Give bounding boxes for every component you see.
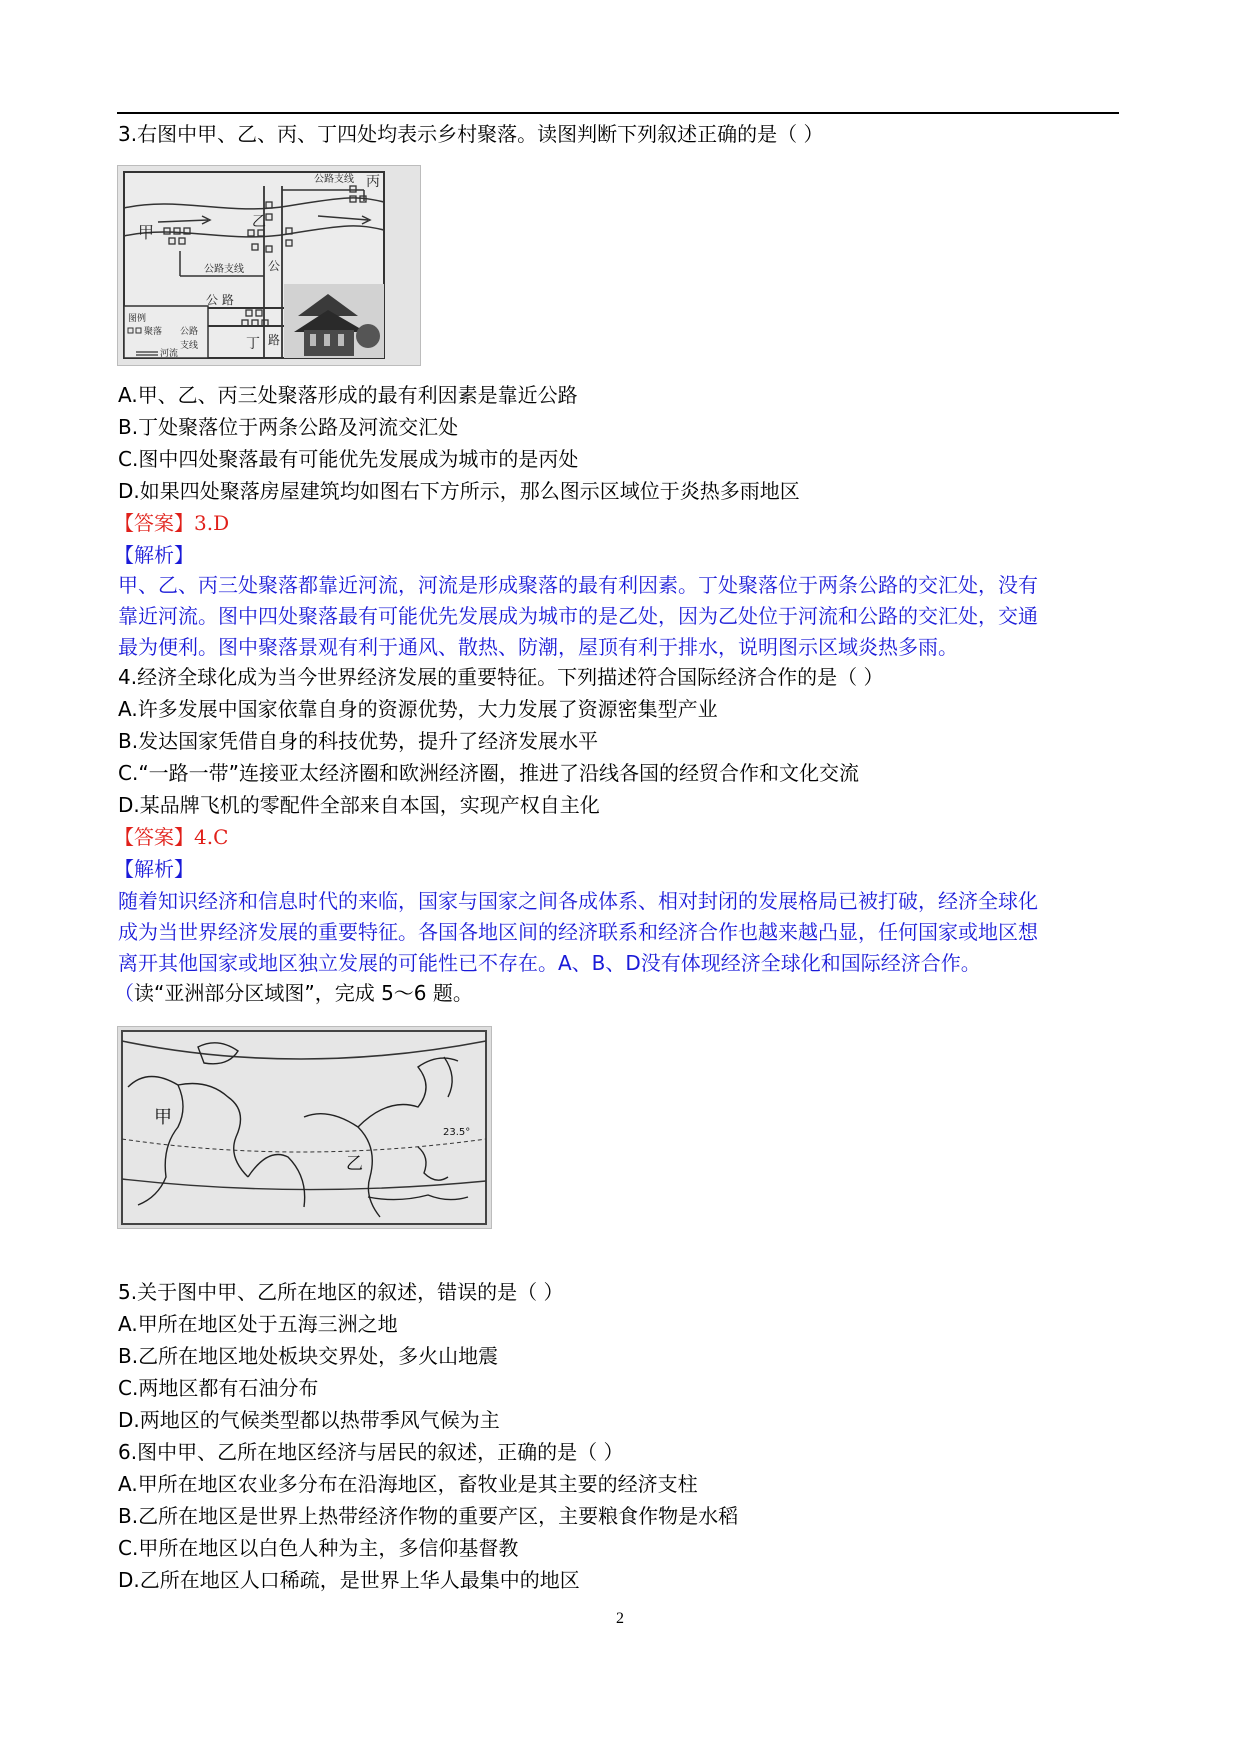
analysis-line: 随着知识经济和信息时代的来临，国家与国家之间各成体系、相对封闭的发展格局已被打破，经济全球化 <box>118 889 1038 913</box>
label-yi: 乙 <box>252 214 266 230</box>
q4-option-d: D.某品牌飞机的零配件全部来自本国，实现产权自主化 <box>118 793 600 817</box>
intro-paren: （ <box>114 981 134 1005</box>
label-branch-top: 公路支线 <box>314 174 354 185</box>
answer-value: 3.D <box>194 511 230 535</box>
q4-analysis-tag: 【解析】 <box>114 857 194 881</box>
legend-river: 河流 <box>160 349 179 359</box>
q3-analysis-tag: 【解析】 <box>114 543 194 567</box>
label-road-v1: 公 <box>268 259 281 273</box>
q4-answer <box>114 822 228 852</box>
label-branch-mid: 公路支线 <box>204 264 244 275</box>
q6-option-b: B.乙所在地区是世界上热带经济作物的重要产区，主要粮食作物是水稻 <box>118 1504 739 1528</box>
q3-option-b: B.丁处聚落位于两条公路及河流交汇处 <box>118 415 459 439</box>
label-ding: 丁 <box>246 336 260 352</box>
q5-option-b: B.乙所在地区地处板块交界处，多火山地震 <box>118 1344 499 1368</box>
map-label-yi: 乙 <box>346 1154 363 1174</box>
legend-title: 图例 <box>128 314 147 324</box>
answer-tag: 【答案】 <box>114 511 194 535</box>
settlement-map-figure <box>117 165 421 366</box>
q3-option-d: D.如果四处聚落房屋建筑均如图右下方所示，那么图示区域位于炎热多雨地区 <box>118 479 800 503</box>
analysis-line: 最为便利。图中聚落景观有利于通风、散热、防潮，屋顶有利于排水，说明图示区域炎热多雨。 <box>118 635 958 659</box>
q6-stem: 6.图中甲、乙所在地区经济与居民的叙述，正确的是（ ） <box>118 1440 624 1464</box>
intro-text: 读“亚洲部分区域图”，完成 5～6 题。 <box>134 981 473 1005</box>
label-jia: 甲 <box>138 223 155 242</box>
q5-stem: 5.关于图中甲、乙所在地区的叙述，错误的是（ ） <box>118 1280 564 1304</box>
q3-option-a: A.甲、乙、丙三处聚落形成的最有利因素是靠近公路 <box>118 383 578 407</box>
analysis-line: 成为当世界经济发展的重要特征。各国各地区间的经济联系和经济合作也越来越凸显，任何国家或地区想 <box>118 920 1038 944</box>
answer-tag: 【答案】 <box>114 825 194 849</box>
analysis-line: 离开其他国家或地区独立发展的可能性已不存在。A、B、D没有体现经济全球化和国际经济合作。 <box>118 951 981 975</box>
analysis-line: 靠近河流。图中四处聚落最有可能优先发展成为城市的是乙处，因为乙处位于河流和公路的交汇处，交通 <box>118 604 1038 628</box>
q5-option-d: D.两地区的气候类型都以热带季风气候为主 <box>118 1408 500 1432</box>
q4-stem: 4.经济全球化成为当今世界经济发展的重要特征。下列描述符合国际经济合作的是（ ） <box>118 665 884 689</box>
intro-5-6 <box>114 978 473 1008</box>
legend-road: 公路 <box>180 327 199 337</box>
q6-option-d: D.乙所在地区人口稀疏，是世界上华人最集中的地区 <box>118 1568 580 1592</box>
map-latitude-label: 23.5° <box>443 1127 471 1138</box>
map-label-jia: 甲 <box>154 1107 172 1128</box>
q3-analysis <box>118 570 1118 663</box>
q3-option-c: C.图中四处聚落最有可能优先发展成为城市的是丙处 <box>118 447 579 471</box>
q5-option-a: A.甲所在地区处于五海三洲之地 <box>118 1312 398 1336</box>
q6-option-a: A.甲所在地区农业多分布在沿海地区，畜牧业是其主要的经济支柱 <box>118 1472 698 1496</box>
q4-option-b: B.发达国家凭借自身的科技优势，提升了经济发展水平 <box>118 729 599 753</box>
legend-settlement: 聚落 <box>144 327 163 337</box>
building-illustration <box>284 284 384 358</box>
q4-option-a: A.许多发展中国家依靠自身的资源优势，大力发展了资源密集型产业 <box>118 697 718 721</box>
legend-branch: 支线 <box>180 341 199 351</box>
asia-map-figure <box>117 1026 492 1229</box>
q5-option-c: C.两地区都有石油分布 <box>118 1376 319 1400</box>
analysis-line: 甲、乙、丙三处聚落都靠近河流，河流是形成聚落的最有利因素。丁处聚落位于两条公路的交汇处，没有 <box>118 573 1038 597</box>
label-bing: 丙 <box>366 174 380 190</box>
q3-stem: 3.右图中甲、乙、丙、丁四处均表示乡村聚落。读图判断下列叙述正确的是（ ） <box>118 122 824 146</box>
header-rule <box>117 112 1119 114</box>
page-number: 2 <box>616 1610 624 1627</box>
q4-option-c: C.“一路一带”连接亚太经济圈和欧洲经济圈，推进了沿线各国的经贸合作和文化交流 <box>118 761 860 785</box>
answer-value: 4.C <box>194 825 229 849</box>
q4-analysis <box>118 886 1118 979</box>
q3-answer <box>114 508 229 538</box>
q6-option-c: C.甲所在地区以白色人种为主，多信仰基督教 <box>118 1536 519 1560</box>
label-road-h: 公 路 <box>206 293 234 307</box>
label-road-v2: 路 <box>268 333 281 347</box>
